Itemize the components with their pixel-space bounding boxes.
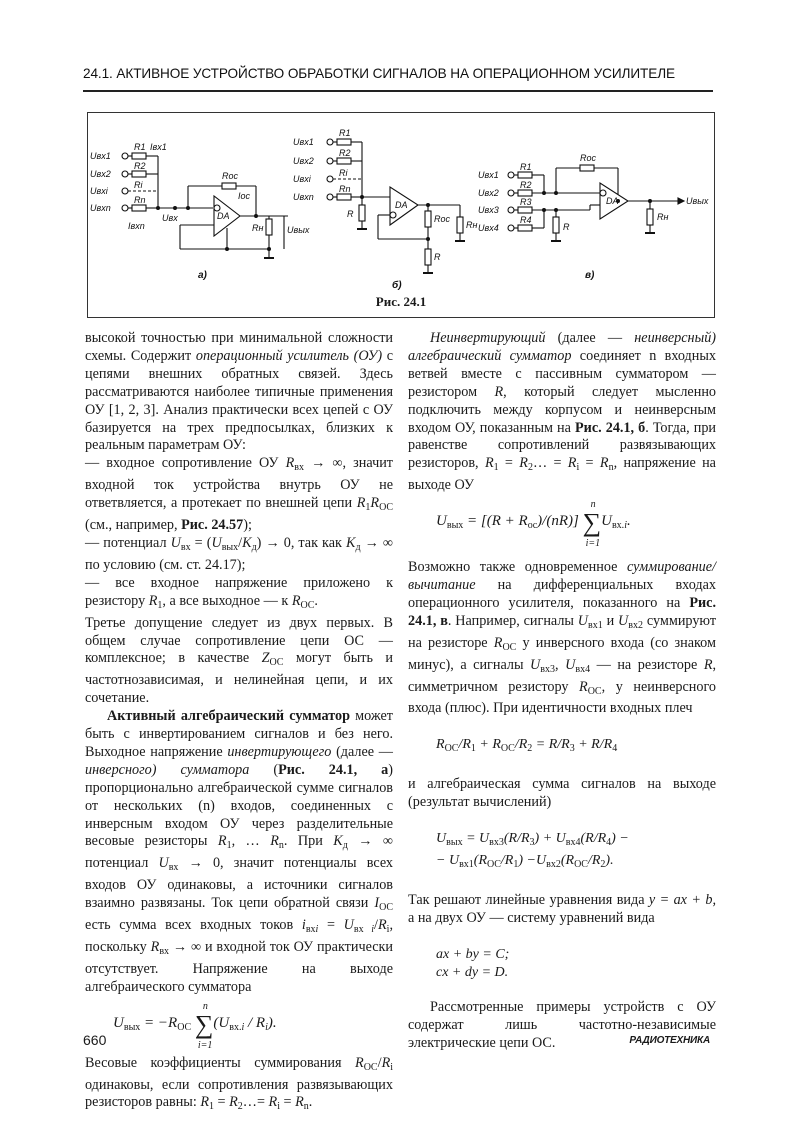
paragraph-conclusion: Рассмотренные примеры устройств с ОУ содержат лишь частотно-независимые электрические цепи ОС. bbox=[408, 999, 716, 1052]
label-uvx2-c: Uвх2 bbox=[478, 188, 499, 198]
label-uvx3-c: Uвх3 bbox=[478, 205, 499, 215]
label-r1-c: R1 bbox=[520, 162, 532, 172]
label-roc-a: Rос bbox=[222, 171, 239, 181]
formula-inverting-sum: $U_{вых} = -R_{OC}$ ∑ n i=1 $(U_{вх.i} / R_i)$. bbox=[113, 1000, 277, 1051]
label-r2-c: R2 bbox=[520, 180, 532, 190]
label-rn-b: Rn bbox=[339, 184, 351, 194]
label-r1-b: R1 bbox=[339, 128, 351, 138]
sublabel-c: в) bbox=[585, 270, 595, 281]
running-header: 24.1. АКТИВНОЕ УСТРОЙСТВО ОБРАБОТКИ СИГНАЛОВ НА ОПЕРАЦИОННОМ УСИЛИТЕЛЕ bbox=[83, 66, 676, 81]
formula-balance: $R_{OC}/R_1 + R_{OC}/R_2 = R/R_3 + R/R_4$ bbox=[436, 737, 618, 755]
paragraph-algebraic-sum: и алгебраическая сумма сигналов на выходе (результат вычислений) bbox=[408, 776, 716, 811]
paragraph-intro: высокой точностью при минимальной сложности схемы. Содержит операционный усилитель (ОУ) с цепями внешних обратных связей. Здесь рассматриваются наиболее типичные применения ОУ [1, 2, 3]. Анализ практически всех цепей с ОУ базируется на трех предпосылках, близких к реальным параметрам ОУ: bbox=[85, 330, 394, 454]
label-uvx1-a: Uвх1 bbox=[90, 151, 111, 161]
label-rn-load-b: Rн bbox=[466, 220, 478, 230]
circuit-diagrams bbox=[88, 113, 716, 319]
label-r1-a: R1 bbox=[134, 142, 146, 152]
label-uvx1-b: Uвх1 bbox=[293, 137, 314, 147]
formula-noninverting-sum: $U_{вых} = [(R + R_{oc})/(nR)]$ ∑ n i=1 $U_{вх.i}$. bbox=[436, 499, 631, 550]
label-ivxn-a: Iвхn bbox=[128, 221, 145, 231]
ref-fig-24-1a: Рис. 24.1, а bbox=[278, 761, 389, 778]
label-rn-load-a: Rн bbox=[252, 223, 264, 233]
assumption-2: — потенциал $U_{вх} = (U_{вых}/K_д) \to 0$, так как $K_д$ → ∞ по условию (см. ст. 24.17); bbox=[85, 534, 394, 573]
paragraph-linear-equations: Так решают линейные уравнения вида y = ax + b, а на двух ОУ — систему уравнений вида bbox=[408, 891, 716, 926]
label-ri-b: Ri bbox=[339, 168, 348, 178]
label-uvx2-a: Uвх2 bbox=[90, 169, 111, 179]
label-r2-a: R2 bbox=[134, 161, 146, 171]
ref-fig-24-1b: Рис. 24.1, б bbox=[575, 419, 646, 436]
label-r2-b: R2 bbox=[339, 148, 351, 158]
right-column bbox=[408, 330, 716, 1053]
page-number: 660 bbox=[83, 1032, 107, 1048]
label-rn-load-c: Rн bbox=[657, 212, 669, 222]
paragraph-third-assumption: Третье допущение следует из двух первых. В общем случае сопротивление цепи ОС — комплексное; в качестве $Z_{OC}$ могут быть и частотнозависимая, и нелинейная цепи, и их сочетание. bbox=[85, 614, 393, 707]
assumption-1: — входное сопротивление ОУ $R_{вх}$ → ∞, значит входной ток устройства внутрь ОУ не ответвляется, а протекает по внешней цепи $R_1R_{OC}$ (см., например, Рис. 24.57); bbox=[85, 455, 394, 534]
label-rn-a: Rn bbox=[134, 195, 146, 205]
label-uvx2-b: Uвх2 bbox=[293, 156, 314, 166]
label-ioc-a: Iос bbox=[238, 191, 251, 201]
label-uvx1-c: Uвх1 bbox=[478, 170, 499, 180]
paragraph-active-summer: Активный алгебраический сумматор может быть с инвертированием сигналов и без него. Выходное напряжение инвертирующего (далее — инверсного) сумматора (Рис. 24.1, а) пропорционально алгебраической сумме сигналов от нескольких (n) входов, соединенных с инверсным входом ОУ через разделительные весовые резисторы $R_1$, … $R_n$. При $K_д$ → ∞ потенциал $U_{вх} \to 0$, значит потенциалы всех входов ОУ одинаковы, а источники сигналов взаимно развязаны. Ток цепи обратной связи $I_{OC}$ есть сумма всех входных токов $i_{вхi} = U_{вх i}/R_i$, поскольку $R_{вх}$ → ∞ и входной ток ОУ практически отсутствует. Напряжение на выходе алгебраического сумматора bbox=[85, 708, 394, 995]
label-da-c: DA bbox=[606, 196, 619, 206]
ref-fig-24-57: Рис. 24.57 bbox=[181, 517, 244, 534]
label-ivx1-a: Iвх1 bbox=[150, 142, 167, 152]
label-uvyx-c: Uвых bbox=[686, 196, 709, 206]
paragraph-noninverting: Неинвертирующий (далее — неинверсный) алгебраический сумматор соединяет n входных ветвей вместе с пассивным сумматором — резистором R, который следует мысленно подключить между корпусом и неинверсным входом ОУ, показанным на Рис. 24.1, б. Тогда, при равенстве сопротивлений развязывающих резисторов, $R_1$ = $R_2\dots = R_i = R_n$, напряжение на выходе ОУ bbox=[408, 330, 717, 494]
label-uvyx-a: Uвых bbox=[287, 225, 310, 235]
paragraph-weights: Весовые коэффициенты суммирования $R_{OC}/R_i$ одинаковы, если сопротивления развязывающих резисторов равны: $R_1$ = $R_2\dots= R_i = R_n$. bbox=[85, 1054, 394, 1113]
label-uvx-a: Uвх bbox=[162, 213, 178, 223]
label-r-c: R bbox=[563, 222, 570, 232]
header-rule bbox=[83, 90, 713, 92]
left-column bbox=[85, 330, 393, 1116]
ref-fig-24-1v: Рис. 24.1, в bbox=[408, 594, 717, 629]
figure-24-1 bbox=[87, 112, 715, 318]
circuit-c bbox=[508, 165, 684, 241]
sublabel-a: а) bbox=[198, 270, 207, 281]
label-r-b: R bbox=[347, 209, 354, 219]
label-uvxn-b: Uвхn bbox=[293, 192, 314, 202]
formula-system: ax + by = C; cx + dy = D. bbox=[436, 946, 510, 980]
circuit-a bbox=[122, 153, 288, 258]
label-r4-c: R4 bbox=[520, 215, 532, 225]
label-roc-b: Rос bbox=[434, 214, 451, 224]
label-uvx4-c: Uвх4 bbox=[478, 223, 499, 233]
paragraph-diff-summer: Возможно также одновременное суммирование/вычитание на дифференциальных входах операционного усилителя, показанного на Рис. 24.1, в. Например, сигналы $U_{вх1}$ и $U_{вх2}$ суммируют на резисторе $R_{OC}$ у инверсного входа (со знаком минус), а сигналы $U_{вх3}$, $U_{вх4}$ — на резисторе R, симметричном резистору $R_{OC}$, у неинверсного входа (плюс). При идентичности входных плеч bbox=[408, 559, 717, 717]
label-uvxi-b: Uвхi bbox=[293, 174, 311, 184]
label-uvxi-a: Uвхi bbox=[90, 186, 108, 196]
sublabel-b: б) bbox=[392, 280, 402, 291]
label-ri-a: Ri bbox=[134, 180, 143, 190]
figure-caption: Рис. 24.1 bbox=[375, 294, 427, 309]
label-r3-c: R3 bbox=[520, 197, 532, 207]
label-da-a: DA bbox=[217, 211, 230, 221]
assumption-3: — все входное напряжение приложено к резистору $R_1$, а все выходное — к $R_{OC}$. bbox=[85, 574, 393, 611]
label-da-b: DA bbox=[395, 200, 408, 210]
label-roc-c: Rос bbox=[580, 153, 597, 163]
label-uvxn-a: Uвхn bbox=[90, 203, 111, 213]
label-r2-gnd-b: R bbox=[434, 252, 441, 262]
book-title: РАДИОТЕХНИКА bbox=[629, 1035, 710, 1046]
formula-diff-output: $U_{вых} = U_{вх3}(R/R_3) + U_{вх4}(R/R_4)$ − − $U_{вх1}(R_{OC}/R_1) -U_{вх2}(R_{OC}/R_2)$. bbox=[436, 831, 629, 870]
